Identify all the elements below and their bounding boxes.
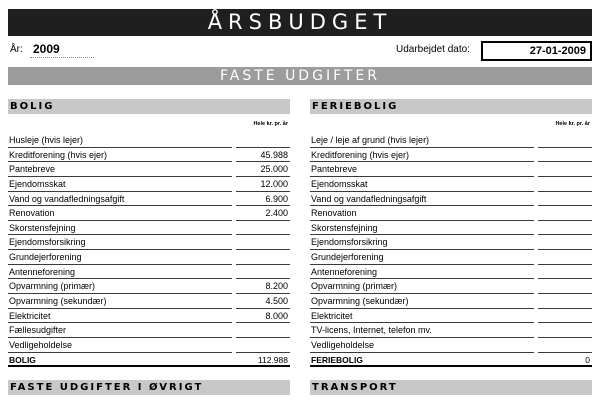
rows-bolig [8,133,290,367]
total-label: BOLIG [9,354,36,365]
table-row [310,323,592,338]
row-label: Antenneforening [310,265,534,280]
amount-cell[interactable] [538,148,592,163]
amount-cell[interactable] [538,235,592,250]
row-label: Elektricitet [8,309,232,324]
row-label: Ejendomsforsikring [310,235,534,250]
panel-header-feriebolig: FERIEBOLIG [310,99,592,114]
total-row [310,353,592,368]
table-row [310,148,592,163]
table-row [8,133,290,148]
table-row [310,177,592,192]
row-label: Husleje (hvis lejer) [8,133,232,148]
table-row [8,148,290,163]
table-row [310,265,592,280]
column-header-bolig: Hele kr. pr. år [253,121,288,127]
year-field[interactable]: 2009 [30,40,94,58]
row-label: Vedligeholdelse [8,338,232,353]
amount-cell[interactable]: 6.900 [236,192,290,207]
amount-cell[interactable] [236,250,290,265]
rows-feriebolig [310,133,592,367]
row-label: Renovation [8,206,232,221]
table-row [310,235,592,250]
row-label: Kreditforening (hvis ejer) [8,148,232,163]
table-row [8,338,290,353]
panel-feriebolig [310,99,592,369]
row-label: Grundejerforening [310,250,534,265]
table-row [310,309,592,324]
amount-cell[interactable]: 25.000 [236,162,290,177]
table-row [8,221,290,236]
amount-cell[interactable] [538,323,592,338]
amount-cell[interactable] [538,309,592,324]
table-row [8,265,290,280]
amount-cell[interactable] [236,133,290,148]
row-label: Opvarmning (sekundær) [310,294,534,309]
table-row [8,162,290,177]
total-amount: 112.988 [257,354,288,365]
table-row [310,250,592,265]
date-field[interactable]: 27-01-2009 [481,41,592,61]
date-label: Udarbejdet dato: [396,44,470,55]
amount-cell[interactable] [236,221,290,236]
amount-cell[interactable] [538,294,592,309]
amount-cell[interactable]: 12.000 [236,177,290,192]
amount-cell[interactable] [236,323,290,338]
table-row [8,206,290,221]
amount-cell[interactable] [538,192,592,207]
amount-cell[interactable]: 8.200 [236,279,290,294]
amount-cell[interactable] [538,221,592,236]
row-label: Opvarmning (primær) [8,279,232,294]
amount-cell[interactable] [538,133,592,148]
row-label: Pantebreve [8,162,232,177]
amount-cell[interactable] [538,338,592,353]
table-row [310,133,592,148]
amount-cell[interactable]: 8.000 [236,309,290,324]
panel-header-transport: TRANSPORT [310,380,592,395]
table-row [8,279,290,294]
row-label: Opvarmning (primær) [310,279,534,294]
table-row [310,338,592,353]
panel-header-faste-udgifter-ovrigt: FASTE UDGIFTER I ØVRIGT [8,380,290,395]
amount-cell[interactable] [538,265,592,280]
table-row [8,323,290,338]
row-label: Vand og vandafledningsafgift [310,192,534,207]
table-row [8,250,290,265]
table-row [310,206,592,221]
row-label: Vedligeholdelse [310,338,534,353]
row-label: Skorstensfejning [8,221,232,236]
row-label: Skorstensfejning [310,221,534,236]
amount-cell[interactable]: 4.500 [236,294,290,309]
amount-cell[interactable] [538,162,592,177]
amount-cell[interactable] [236,265,290,280]
row-label: Vand og vandafledningsafgift [8,192,232,207]
amount-cell[interactable] [236,235,290,250]
amount-cell[interactable]: 45.988 [236,148,290,163]
row-label: Pantebreve [310,162,534,177]
amount-cell[interactable] [538,206,592,221]
row-label: Renovation [310,206,534,221]
row-label: Fællesudgifter [8,323,232,338]
amount-cell[interactable] [538,250,592,265]
row-label: Ejendomsskat [8,177,232,192]
total-row [8,353,290,368]
panel-bolig [8,99,290,369]
row-label: Ejendomsskat [310,177,534,192]
row-label: Antenneforening [8,265,232,280]
section-title-faste-udgifter: FASTE UDGIFTER [8,67,592,85]
table-row [8,235,290,250]
panel-header-bolig: BOLIG [8,99,290,114]
amount-cell[interactable] [538,279,592,294]
row-label: Opvarmning (sekundær) [8,294,232,309]
column-header-feriebolig: Hele kr. pr. år [555,121,590,127]
row-label: Grundejerforening [8,250,232,265]
row-label: Leje / leje af grund (hvis lejer) [310,133,534,148]
row-label: TV-licens, Internet, telefon mv. [310,323,534,338]
table-row [8,177,290,192]
amount-cell[interactable] [236,338,290,353]
table-row [8,309,290,324]
amount-cell[interactable] [538,177,592,192]
row-label: Kreditforening (hvis ejer) [310,148,534,163]
page-title: ÅRSBUDGET [8,9,592,36]
total-label: FERIEBOLIG [311,354,363,365]
table-row [8,192,290,207]
year-label: År: [10,44,23,55]
table-row [310,221,592,236]
table-row [310,279,592,294]
row-label: Elektricitet [310,309,534,324]
table-row [8,294,290,309]
table-row [310,162,592,177]
table-row [310,294,592,309]
row-label: Ejendomsforsikring [8,235,232,250]
total-amount: 0 [585,354,590,365]
amount-cell[interactable]: 2.400 [236,206,290,221]
table-row [310,192,592,207]
